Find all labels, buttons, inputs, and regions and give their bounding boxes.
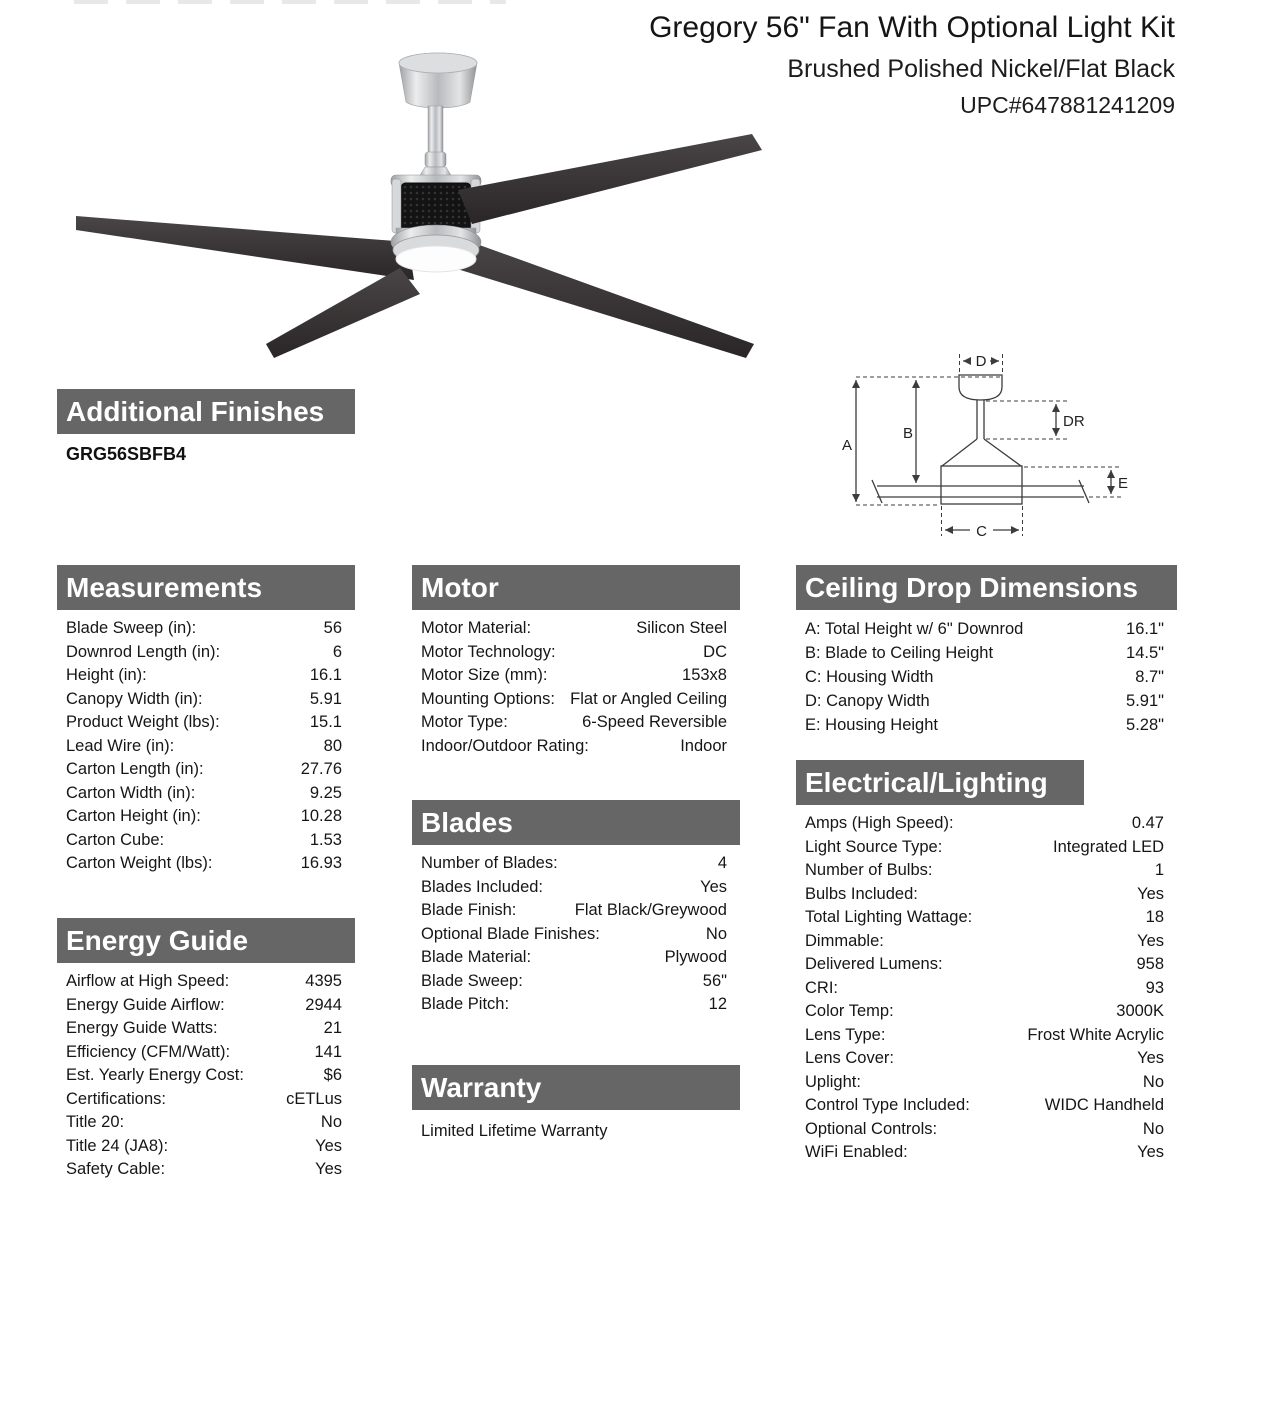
- spec-row: [421, 923, 727, 947]
- spec-value: 12: [708, 995, 727, 1013]
- spec-row: [66, 641, 342, 665]
- blade-lower-left: [266, 268, 420, 358]
- spec-row: [421, 852, 727, 876]
- spec-row: [421, 688, 727, 712]
- spec-row: [66, 829, 342, 853]
- spec-value: Yes: [315, 1136, 342, 1155]
- spec-row: [805, 1141, 1164, 1165]
- spec-label: Optional Controls:: [805, 1119, 938, 1138]
- spec-row: [805, 617, 1164, 641]
- spec-label: Carton Width (in):: [66, 783, 196, 802]
- spec-label: Certifications:: [66, 1089, 166, 1108]
- spec-value: No: [1142, 1072, 1164, 1091]
- diagram-downrod: [977, 400, 984, 439]
- diagram-cone: [942, 439, 1021, 466]
- spec-row: [421, 993, 727, 1017]
- spec-value: Integrated LED: [1053, 837, 1164, 856]
- spec-label: Lens Type:: [805, 1025, 886, 1044]
- spec-value: 18: [1145, 908, 1164, 926]
- spec-value: WIDC Handheld: [1044, 1096, 1164, 1114]
- spec-label: Number of Blades:: [421, 854, 558, 872]
- spec-value: DC: [703, 642, 727, 661]
- spec-row: [66, 1111, 342, 1135]
- section-motor: [412, 565, 740, 758]
- product-finish: Brushed Polished Nickel/Flat Black: [787, 55, 1175, 83]
- spec-label: Bulbs Included:: [805, 884, 918, 903]
- spec-label: D: Canopy Width: [805, 692, 930, 710]
- spec-value: 2944: [305, 995, 342, 1014]
- section-header-additional-finishes: Additional Finishes: [57, 389, 355, 434]
- spec-row: [66, 1088, 342, 1112]
- spec-row: [421, 641, 727, 665]
- spec-label: Indoor/Outdoor Rating:: [421, 736, 589, 755]
- spec-value: 3000K: [1116, 1002, 1164, 1020]
- spec-label: Title 20:: [66, 1113, 125, 1131]
- spec-row: [421, 664, 727, 688]
- spec-label: Motor Material:: [421, 619, 532, 637]
- spec-row: [66, 994, 342, 1018]
- diagram-housing: [941, 466, 1022, 504]
- spec-value: Flat or Angled Ceiling: [570, 689, 727, 708]
- diagram-canopy: [959, 375, 1002, 400]
- spec-row: [66, 664, 342, 688]
- spec-label: Motor Size (mm):: [421, 666, 548, 684]
- spec-value: 6: [332, 642, 342, 661]
- spec-label: Product Weight (lbs):: [66, 713, 220, 731]
- spec-label: Dimmable:: [805, 931, 884, 950]
- spec-row: [805, 1118, 1164, 1142]
- spec-label: Motor Technology:: [421, 642, 556, 661]
- motor-rows: [412, 617, 740, 758]
- blade-left: [76, 216, 414, 280]
- spec-value: 27.76: [300, 760, 342, 778]
- spec-label: Carton Weight (lbs):: [66, 854, 213, 872]
- spec-value: 0.47: [1131, 814, 1164, 832]
- spec-value: Silicon Steel: [636, 619, 727, 637]
- spec-row: [421, 876, 727, 900]
- spec-label: Blade Pitch:: [421, 995, 510, 1013]
- section-additional-finishes: [57, 389, 355, 465]
- fan-canopy: [399, 53, 477, 108]
- spec-row: [805, 859, 1164, 883]
- section-header-measurements: Measurements: [57, 565, 355, 610]
- spec-row: [66, 711, 342, 735]
- spec-row: [66, 1064, 342, 1088]
- spec-value: 21: [323, 1019, 342, 1037]
- spec-row: [66, 1158, 342, 1182]
- spec-value: 80: [323, 736, 342, 755]
- section-blades: [412, 800, 740, 1017]
- spec-row: [805, 1047, 1164, 1071]
- spec-row: [66, 735, 342, 759]
- spec-row: [805, 665, 1164, 689]
- spec-label: Amps (High Speed):: [805, 814, 954, 832]
- spec-label: Delivered Lumens:: [805, 955, 943, 973]
- spec-value: 153x8: [682, 666, 727, 684]
- finish-code: GRG56SBFB4: [66, 444, 187, 464]
- product-title: Gregory 56" Fan With Optional Light Kit: [649, 11, 1175, 44]
- spec-row: [66, 688, 342, 712]
- spec-row: [66, 970, 342, 994]
- spec-value: Yes: [1137, 884, 1164, 903]
- spec-row: [805, 836, 1164, 860]
- spec-value: Frost White Acrylic: [1027, 1025, 1164, 1044]
- spec-row: [805, 1024, 1164, 1048]
- spec-value: 4395: [305, 972, 342, 990]
- spec-value: 56: [323, 619, 342, 637]
- spec-label: Control Type Included:: [805, 1096, 970, 1114]
- spec-value: 16.1: [309, 666, 342, 684]
- fan-light-kit: [391, 225, 481, 272]
- spec-label: Blade Sweep:: [421, 971, 523, 990]
- spec-row: [66, 758, 342, 782]
- diagram-label-b: B: [903, 425, 914, 442]
- spec-label: WiFi Enabled:: [805, 1143, 908, 1161]
- spec-value: No: [1142, 1119, 1164, 1138]
- ceiling-drop-rows: [796, 617, 1177, 737]
- spec-label: Blade Material:: [421, 948, 532, 966]
- spec-row: [805, 812, 1164, 836]
- spec-value: No: [320, 1113, 342, 1131]
- spec-label: Canopy Width (in):: [66, 689, 203, 708]
- spec-row: [66, 1017, 342, 1041]
- section-header-warranty: Warranty: [412, 1065, 740, 1110]
- electrical-rows: [796, 812, 1177, 1165]
- spec-value: Yes: [700, 877, 727, 896]
- blades-rows: [412, 852, 740, 1017]
- spec-row: [421, 899, 727, 923]
- spec-value: 958: [1136, 955, 1164, 973]
- spec-row: [805, 930, 1164, 954]
- spec-label: Blade Finish:: [421, 901, 517, 919]
- spec-row: [421, 711, 727, 735]
- spec-label: C: Housing Width: [805, 668, 934, 686]
- section-header-motor: Motor: [412, 565, 740, 610]
- spec-label: Carton Length (in):: [66, 760, 204, 778]
- spec-row: [421, 735, 727, 759]
- product-photo-fan: [60, 40, 770, 370]
- diagram-label-dr: DR: [1063, 413, 1085, 430]
- spec-value: Yes: [1137, 1049, 1164, 1067]
- spec-row: [66, 617, 342, 641]
- spec-label: Blades Included:: [421, 877, 544, 896]
- fan-downrod: [419, 106, 452, 177]
- spec-row: [66, 782, 342, 806]
- spec-label: Efficiency (CFM/Watt):: [66, 1042, 231, 1061]
- spec-row: [805, 953, 1164, 977]
- spec-row: [805, 1094, 1164, 1118]
- spec-row: [805, 1000, 1164, 1024]
- section-header-blades: Blades: [412, 800, 740, 845]
- spec-label: Energy Guide Watts:: [66, 1019, 218, 1037]
- cropped-logo-strip: [74, 0, 506, 4]
- section-header-ceiling-drop-dimensions: Ceiling Drop Dimensions: [796, 565, 1177, 610]
- spec-row: [66, 1041, 342, 1065]
- spec-value: 56": [702, 971, 727, 990]
- spec-label: Light Source Type:: [805, 837, 943, 856]
- spec-label: Carton Cube:: [66, 830, 165, 849]
- spec-value: 1.53: [309, 830, 342, 849]
- blade-lower-right: [454, 238, 754, 358]
- spec-row: [66, 805, 342, 829]
- section-header-energy-guide: Energy Guide: [57, 918, 355, 963]
- product-upc: UPC#647881241209: [960, 92, 1175, 118]
- spec-row: [805, 883, 1164, 907]
- spec-label: Lead Wire (in):: [66, 736, 175, 755]
- dimension-diagram: [820, 340, 1240, 560]
- section-warranty: [412, 1065, 740, 1141]
- spec-row: [805, 641, 1164, 665]
- section-ceiling-drop-dimensions: [796, 565, 1177, 737]
- spec-value: Indoor: [680, 736, 727, 755]
- spec-row: [421, 970, 727, 994]
- spec-label: B: Blade to Ceiling Height: [805, 644, 994, 662]
- spec-value: 4: [717, 854, 727, 872]
- diagram-label-a: A: [842, 437, 853, 454]
- spec-label: Color Temp:: [805, 1002, 894, 1020]
- measurements-rows: [57, 617, 355, 876]
- spec-value: 14.5": [1126, 644, 1164, 662]
- spec-row: [66, 1135, 342, 1159]
- spec-label: CRI:: [805, 978, 838, 997]
- spec-row: [66, 852, 342, 876]
- spec-value: 141: [314, 1042, 342, 1061]
- section-electrical-lighting: [796, 760, 1177, 1165]
- diagram-label-e: E: [1118, 475, 1129, 492]
- section-energy-guide: [57, 918, 355, 1182]
- spec-label: Mounting Options:: [421, 689, 555, 708]
- section-header-electrical-lighting: Electrical/Lighting: [796, 760, 1084, 805]
- spec-value: cETLus: [286, 1089, 342, 1108]
- light-lens: [396, 246, 476, 272]
- diagram-label-c: C: [976, 523, 987, 540]
- spec-row: [805, 977, 1164, 1001]
- spec-label: Motor Type:: [421, 713, 508, 731]
- spec-value: 5.91": [1126, 692, 1164, 710]
- spec-label: Blade Sweep (in):: [66, 619, 197, 637]
- spec-value: 8.7": [1135, 668, 1164, 686]
- spec-value: 1: [1154, 861, 1164, 879]
- spec-label: Energy Guide Airflow:: [66, 995, 225, 1014]
- spec-value: Yes: [1137, 1143, 1164, 1161]
- spec-row: [805, 689, 1164, 713]
- spec-label: A: Total Height w/ 6" Downrod: [805, 620, 1024, 638]
- spec-label: Uplight:: [805, 1072, 861, 1091]
- spec-row: [421, 617, 727, 641]
- spec-value: 9.25: [309, 783, 342, 802]
- blade-upper-right: [458, 134, 762, 224]
- spec-label: E: Housing Height: [805, 716, 938, 734]
- spec-value: 5.28": [1126, 716, 1164, 734]
- spec-label: Total Lighting Wattage:: [805, 908, 973, 926]
- spec-value: 15.1: [309, 713, 342, 731]
- spec-label: Lens Cover:: [805, 1049, 894, 1067]
- spec-value: No: [705, 924, 727, 943]
- spec-value: 5.91: [309, 689, 342, 708]
- section-measurements: [57, 565, 355, 876]
- spec-value: Yes: [315, 1160, 342, 1178]
- spec-label: Optional Blade Finishes:: [421, 924, 600, 943]
- spec-value: 10.28: [300, 807, 342, 825]
- spec-value: Yes: [1137, 931, 1164, 950]
- spec-label: Airflow at High Speed:: [66, 972, 230, 990]
- spec-value: Plywood: [664, 948, 727, 966]
- spec-label: Downrod Length (in):: [66, 642, 221, 661]
- spec-row: [421, 946, 727, 970]
- spec-label: Title 24 (JA8):: [66, 1136, 169, 1155]
- energy-guide-rows: [57, 970, 355, 1182]
- spec-row: [805, 1071, 1164, 1095]
- spec-value: 16.93: [300, 854, 342, 872]
- spec-label: Safety Cable:: [66, 1160, 166, 1178]
- spec-row: [805, 906, 1164, 930]
- warranty-text: Limited Lifetime Warranty: [421, 1122, 608, 1140]
- spec-row: [805, 713, 1164, 737]
- spec-label: Carton Height (in):: [66, 807, 201, 825]
- spec-value: Flat Black/Greywood: [574, 901, 727, 919]
- diagram-blades: [872, 480, 1089, 503]
- spec-label: Height (in):: [66, 666, 147, 684]
- spec-label: Number of Bulbs:: [805, 861, 933, 879]
- spec-value: $6: [323, 1066, 342, 1084]
- diagram-label-d: D: [975, 353, 987, 370]
- spec-value: 93: [1145, 978, 1164, 997]
- spec-value: 6-Speed Reversible: [582, 713, 727, 731]
- spec-label: Est. Yearly Energy Cost:: [66, 1066, 244, 1084]
- spec-value: 16.1": [1126, 620, 1164, 638]
